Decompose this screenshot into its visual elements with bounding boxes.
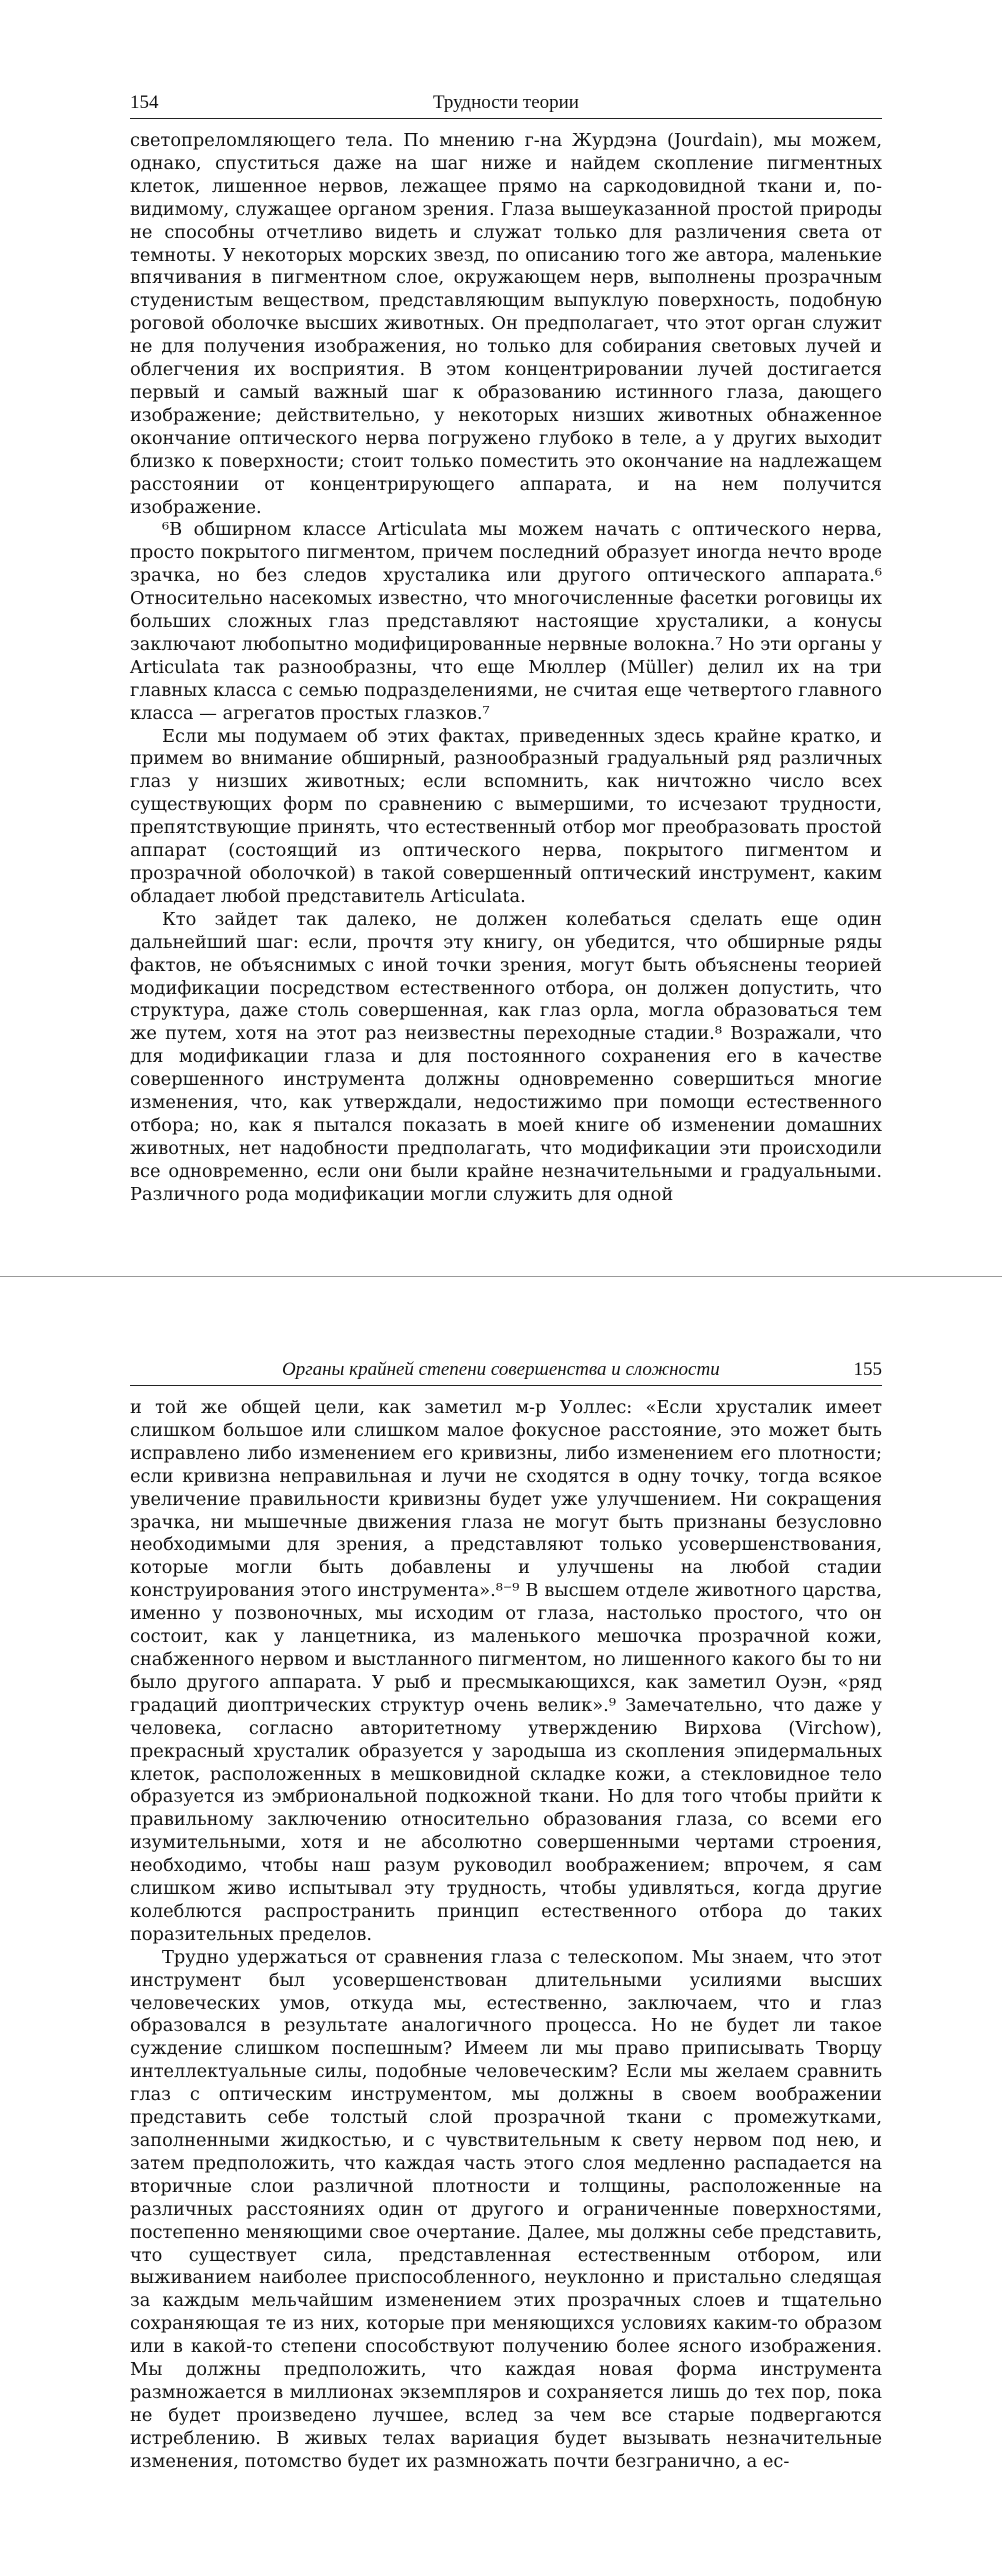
paragraph: Если мы подумаем об этих фактах, приведенных здесь крайне кратко, и примем во внимание обширный, разнообразный градуальный ряд различных глаз у низших животных; если вспомнить, как ничтожно число всех существующих форм по сравнению с вымершими, то исчезают трудности, препятствующие принять, что естественный отбор мог преобразовать простой аппарат (состоящий из оптического нерва, покрытого пигментом и прозрачной оболочкой) в такой совершенный оптический инструмент, каким обладает любой представитель Articulata. xyxy=(130,725,882,907)
paragraph: и той же общей цели, как заметил м-р Уоллес: «Если хрусталик имеет слишком большое или слишком малое фокусное расстояние, это может быть исправлено либо изменением его кривизны, либо изменением его плотности; если кривизна неправильная и лучи не сходятся в одну точку, тогда всякое увеличение правильности кривизны будет уже улучшением. Ни сокращения зрачка, ни мышечные движения глаза не могут быть признаны безусловно необходимыми для зрения, а представляют только усовершенствования, которые могли быть добавлены и улучшены на любой стадии конструирования этого инструмента».⁸⁻⁹ В высшем отделе животного царства, именно у позвоночных, мы исходим от глаза, настолько простого, что он состоит, как у ланцетника, из маленького мешочка прозрачной кожи, снабженного нервом и выстланного пигментом, но лишенного какого бы то ни было другого аппарата. У рыб и пресмыкающихся, как заметил Оуэн, «ряд градаций диоптрических структур очень велик».⁹ Замечательно, что даже у человека, согласно авторитетному утверждению Вирхова (Virchow), прекрасный хрусталик образуется у зародыша из скопления эпидермальных клеток, расположенных в мешковидной складке кожи, а стекловидное тело образуется из эмбриональной подкожной ткани. Но для того чтобы прийти к правильному заключению относительно образования глаза, со всеми его изумительными, хотя и не абсолютно совершенными чертами строения, необходимо, чтобы наш разум руководил воображением; впрочем, я сам слишком живо испытывал эту трудность, чтобы удивляться, когда другие колеблются распространить принцип естественного отбора до таких поразительных пределов. xyxy=(130,1397,882,1945)
page-body xyxy=(130,130,882,1207)
running-title: Органы крайней степени совершенства и сложности xyxy=(282,1359,720,1380)
paragraph: Кто зайдет так далеко, не должен колебаться сделать еще один дальнейший шаг: если, прочтя эту книгу, он убедится, что обширные ряды фактов, не объяснимых с иной точки зрения, могут быть объяснены теорией модификации посредством естественного отбора, он должен допустить, что структура, даже столь совершенная, как глаз орла, могла образоваться тем же путем, хотя на этот раз неизвестны переходные стадии.⁸ Возражали, что для модификации глаза и для постоянного сохранения его в качестве совершенного инструмента должны одновременно совершиться многие изменения, что, как утверждали, недостижимо при помощи естественного отбора; но, как я пытался показать в моей книге об изменении домашних животных, нет надобности предполагать, что модификации эти происходили все одновременно, если они были крайне незначительными и градуальными. Различного рода модификации могли служить для одной xyxy=(130,908,882,1205)
page-body xyxy=(130,1397,882,2474)
paragraph: Трудно удержаться от сравнения глаза с телескопом. Мы знаем, что этот инструмент был усовершенствован длительными усилиями высших человеческих умов, откуда мы, естественно, заключаем, что и глаз образовался в результате аналогичного процесса. Но не будет ли такое суждение слишком поспешным? Имеем ли мы право приписывать Творцу интеллектуальные силы, подобные человеческим? Если мы желаем сравнить глаз с оптическим инструментом, мы должны в своем воображении представить себе толстый слой прозрачной ткани с промежутками, заполненными жидкостью, и с чувствительным к свету нервом под нею, и затем предположить, что каждая часть этого слоя медленно распадается на вторичные слои различной плотности и толщины, расположенные на различных расстояниях один от другого и ограниченные поверхностями, постепенно меняющими свое очертание. Далее, мы должны себе представить, что существует сила, представленная естественным отбором, или выживанием наиболее приспособленного, неуклонно и пристально следящая за каждым мельчайшим изменением этих прозрачных слоев и тщательно сохраняющая те из них, которые при меняющихся условиях каким-то образом или в какой-то степени способствуют получению более ясного изображения. Мы должны предположить, что каждая новая форма инструмента размножается в миллионах экземпляров и сохраняется лишь до тех пор, пока не будет произведено лучшее, вслед за чем все старые подвергаются истреблению. В живых телах вариация будет вызывать незначительные изменения, потомство будет их размножать почти безгранично, а ес- xyxy=(130,1946,882,2472)
page-number: 155 xyxy=(853,1359,882,1380)
running-title: Трудности теории xyxy=(433,92,579,113)
page-header xyxy=(130,88,882,119)
page-header xyxy=(130,1355,882,1386)
paragraph: ⁶В обширном классе Articulata мы можем начать с оптического нерва, просто покрытого пигментом, причем последний образует иногда нечто вроде зрачка, но без следов хрусталика или другого оптического аппарата.⁶ Относительно насекомых известно, что многочисленные фасетки роговицы их больших сложных глаз представляют настоящие хрусталики, а конусы заключают любопытно модифицированные нервные волокна.⁷ Но эти органы у Articulata так разнообразны, что еще Мюллер (Müller) делил их на три главных класса с семью подразделениями, не считая еще четвертого главного класса — агрегатов простых глазков.⁷ xyxy=(130,519,882,724)
paragraph: светопреломляющего тела. По мнению г-на Журдэна (Jourdain), мы можем, однако, спуститься даже на шаг ниже и найдем скопление пигментных клеток, лишенное нервов, лежащее прямо на саркодовидной ткани и, по-видимому, служащее органом зрения. Глаза вышеуказанной простой природы не способны отчетливо видеть и служат только для различения света от темноты. У некоторых морских звезд, по описанию того же автора, маленькие впячивания в пигментном слое, окружающем нерв, выполнены прозрачным студенистым веществом, представляющим выпуклую поверхность, подобную роговой оболочке высших животных. Он предполагает, что этот орган служит не для получения изображения, но только для собирания световых лучей и облегчения их восприятия. В этом концентрировании лучей достигается первый и самый важный шаг к образованию истинного глаза, дающего изображение; действительно, у некоторых низших животных обнаженное окончание оптического нерва погружено глубоко в теле, а у других выходит близко к поверхности; стоит только поместить это окончание на надлежащем расстоянии от концентрирующего аппарата, и на нем получится изображение. xyxy=(130,130,882,518)
page-number: 154 xyxy=(130,92,159,113)
